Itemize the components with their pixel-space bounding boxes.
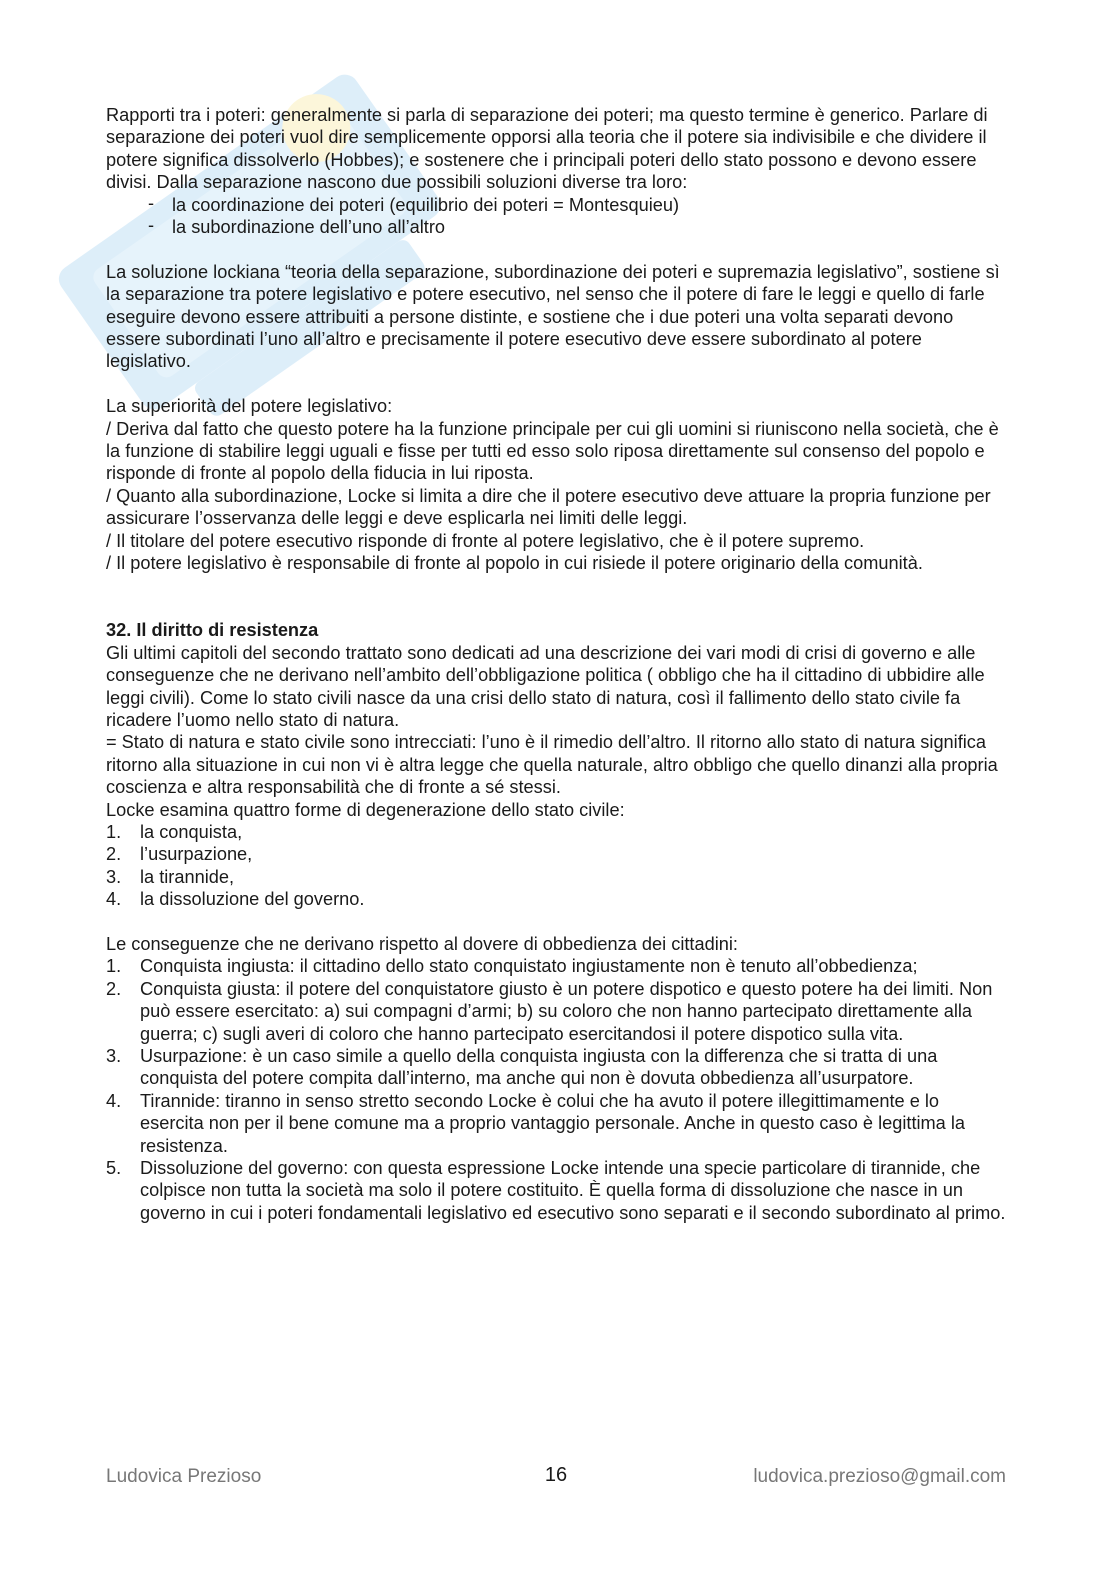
list-item: 2. Conquista giusta: il potere del conquistatore giusto è un potere dispotico e questo potere ha dei limiti. Non può essere esercitato: a) sui compagni d’armi; b) su coloro che non hanno partecipato direttamente alla guerra; c) sugli averi di coloro che hanno partecipato esercitandosi il potere dispotico sulla vita. bbox=[106, 978, 993, 1044]
list-item: 1. Conquista ingiusta: il cittadino dello stato conquistato ingiustamente non è tenuto all’obbedienza; bbox=[106, 956, 918, 977]
list-item: 3. la tirannide, bbox=[106, 866, 235, 887]
degeneration-forms-list bbox=[106, 821, 1006, 911]
section-paragraph: Gli ultimi capitoli del secondo trattato sono dedicati ad una descrizione dei vari modi di crisi di governo e alle conseguenze che ne derivano nell’ambito dell’obbligazione politica ( obbligo che ha il cittadino di ubbidire alle leggi civili). Come lo stato civili nasce da una crisi dello stato di natura, così il fallimento dello stato civile fa ricadere l’uomo nello stato di natura. bbox=[106, 642, 985, 730]
document-body bbox=[106, 104, 1006, 1224]
list-item: 2. l’usurpazione, bbox=[106, 844, 253, 865]
consequences-list bbox=[106, 955, 1006, 1224]
list-item: - la coordinazione dei poteri (equilibrio dei poteri = Montesquieu) bbox=[148, 194, 1006, 216]
list-item: - la subordinazione dell’uno all’altro bbox=[148, 216, 1006, 238]
section-title: 32. Il diritto di resistenza bbox=[106, 620, 319, 641]
superiority-heading: La superiorità del potere legislativo: bbox=[106, 396, 393, 417]
superiority-point: / Il potere legislativo è responsabile di fronte al popolo in cui risiede il potere originario della comunità. bbox=[106, 553, 923, 574]
list-item: 4. la dissoluzione del governo. bbox=[106, 889, 365, 910]
page-footer bbox=[106, 1466, 1006, 1490]
footer-email: ludovica.prezioso@gmail.com bbox=[753, 1466, 1006, 1487]
footer-author: Ludovica Prezioso bbox=[106, 1466, 262, 1487]
superiority-point: / Deriva dal fatto che questo potere ha la funzione principale per cui gli uomini si riuniscono nella società, che è la funzione di stabilire leggi uguali e fisse per tutti ed esso solo riposa direttamente sul consenso del popolo e risponde di fronte al popolo della fiducia in lui riposta. bbox=[106, 418, 999, 484]
superiority-point: / Il titolare del potere esecutivo risponde di fronte al potere legislativo, che è il potere supremo. bbox=[106, 530, 865, 551]
page-number: 16 bbox=[544, 1464, 568, 1486]
list-item: 1. la conquista, bbox=[106, 821, 243, 842]
list-item: 3. Usurpazione: è un caso simile a quello della conquista ingiusta con la differenza che si tratta di una conquista del potere compita dall’interno, ma anche qui non è dovuta obbedienza all’usurpatore. bbox=[106, 1046, 938, 1089]
list-item: 5. Dissoluzione del governo: con questa espressione Locke intende una specie particolare di tirannide, che colpisce non tutta la società ma solo il potere costituito. È quella forma di dissoluzione che nasce in un governo in cui i poteri fondamentali legislativo ed esecutivo sono separati e il secondo subordinato al primo. bbox=[106, 1158, 1006, 1223]
lockiana-paragraph: La soluzione lockiana “teoria della separazione, subordinazione dei poteri e supremazia legislativo”, sostiene sì la separazione tra potere legislativo e potere esecutivo, nel senso che il potere di fare le leggi e quello di farle eseguire devono essere attribuiti a persone distinte, e sostiene che i due poteri una volta separati devono essere subordinati l’uno all’altro e precisamente il potere esecutivo deve essere subordinato al potere legislativo. bbox=[106, 261, 1000, 372]
section-paragraph: = Stato di natura e stato civile sono intrecciati: l’uno è il rimedio dell’altro. Il ritorno allo stato di natura significa ritorno alla situazione in cui non vi è altra legge che quella naturale, altro obbligo che quello dinanzi alla propria coscienza e altra responsabilità che di fronte a sé stessi. bbox=[106, 732, 998, 798]
superiority-point: / Quanto alla subordinazione, Locke si limita a dire che il potere esecutivo deve attuare la propria funzione per assicurare l’osservanza delle leggi e deve esplicarla nei limiti delle leggi. bbox=[106, 485, 991, 529]
list-item: 4. Tirannide: tiranno in senso stretto secondo Locke è colui che ha avuto il potere illegittimamente e lo esercita non per il bene comune ma a proprio vantaggio personale. Anche in questo caso è legittima la resistenza. bbox=[106, 1090, 966, 1156]
intro-paragraph: Rapporti tra i poteri: generalmente si parla di separazione dei poteri; ma questo termine è generico. Parlare di separazione dei poteri vuol dire semplicemente opporsi alla teoria che il potere sia indivisibile e che dividere il potere significa dissolverlo (Hobbes); e sostenere che i principali poteri dello stato possono e devono essere divisi. Dalla separazione nascono due possibili soluzioni diverse tra loro: bbox=[106, 105, 988, 193]
section-paragraph: Le conseguenze che ne derivano rispetto al dovere di obbedienza dei cittadini: bbox=[106, 933, 738, 954]
section-paragraph: Locke esamina quattro forme di degenerazione dello stato civile: bbox=[106, 799, 625, 820]
separation-options-list bbox=[106, 194, 1006, 239]
